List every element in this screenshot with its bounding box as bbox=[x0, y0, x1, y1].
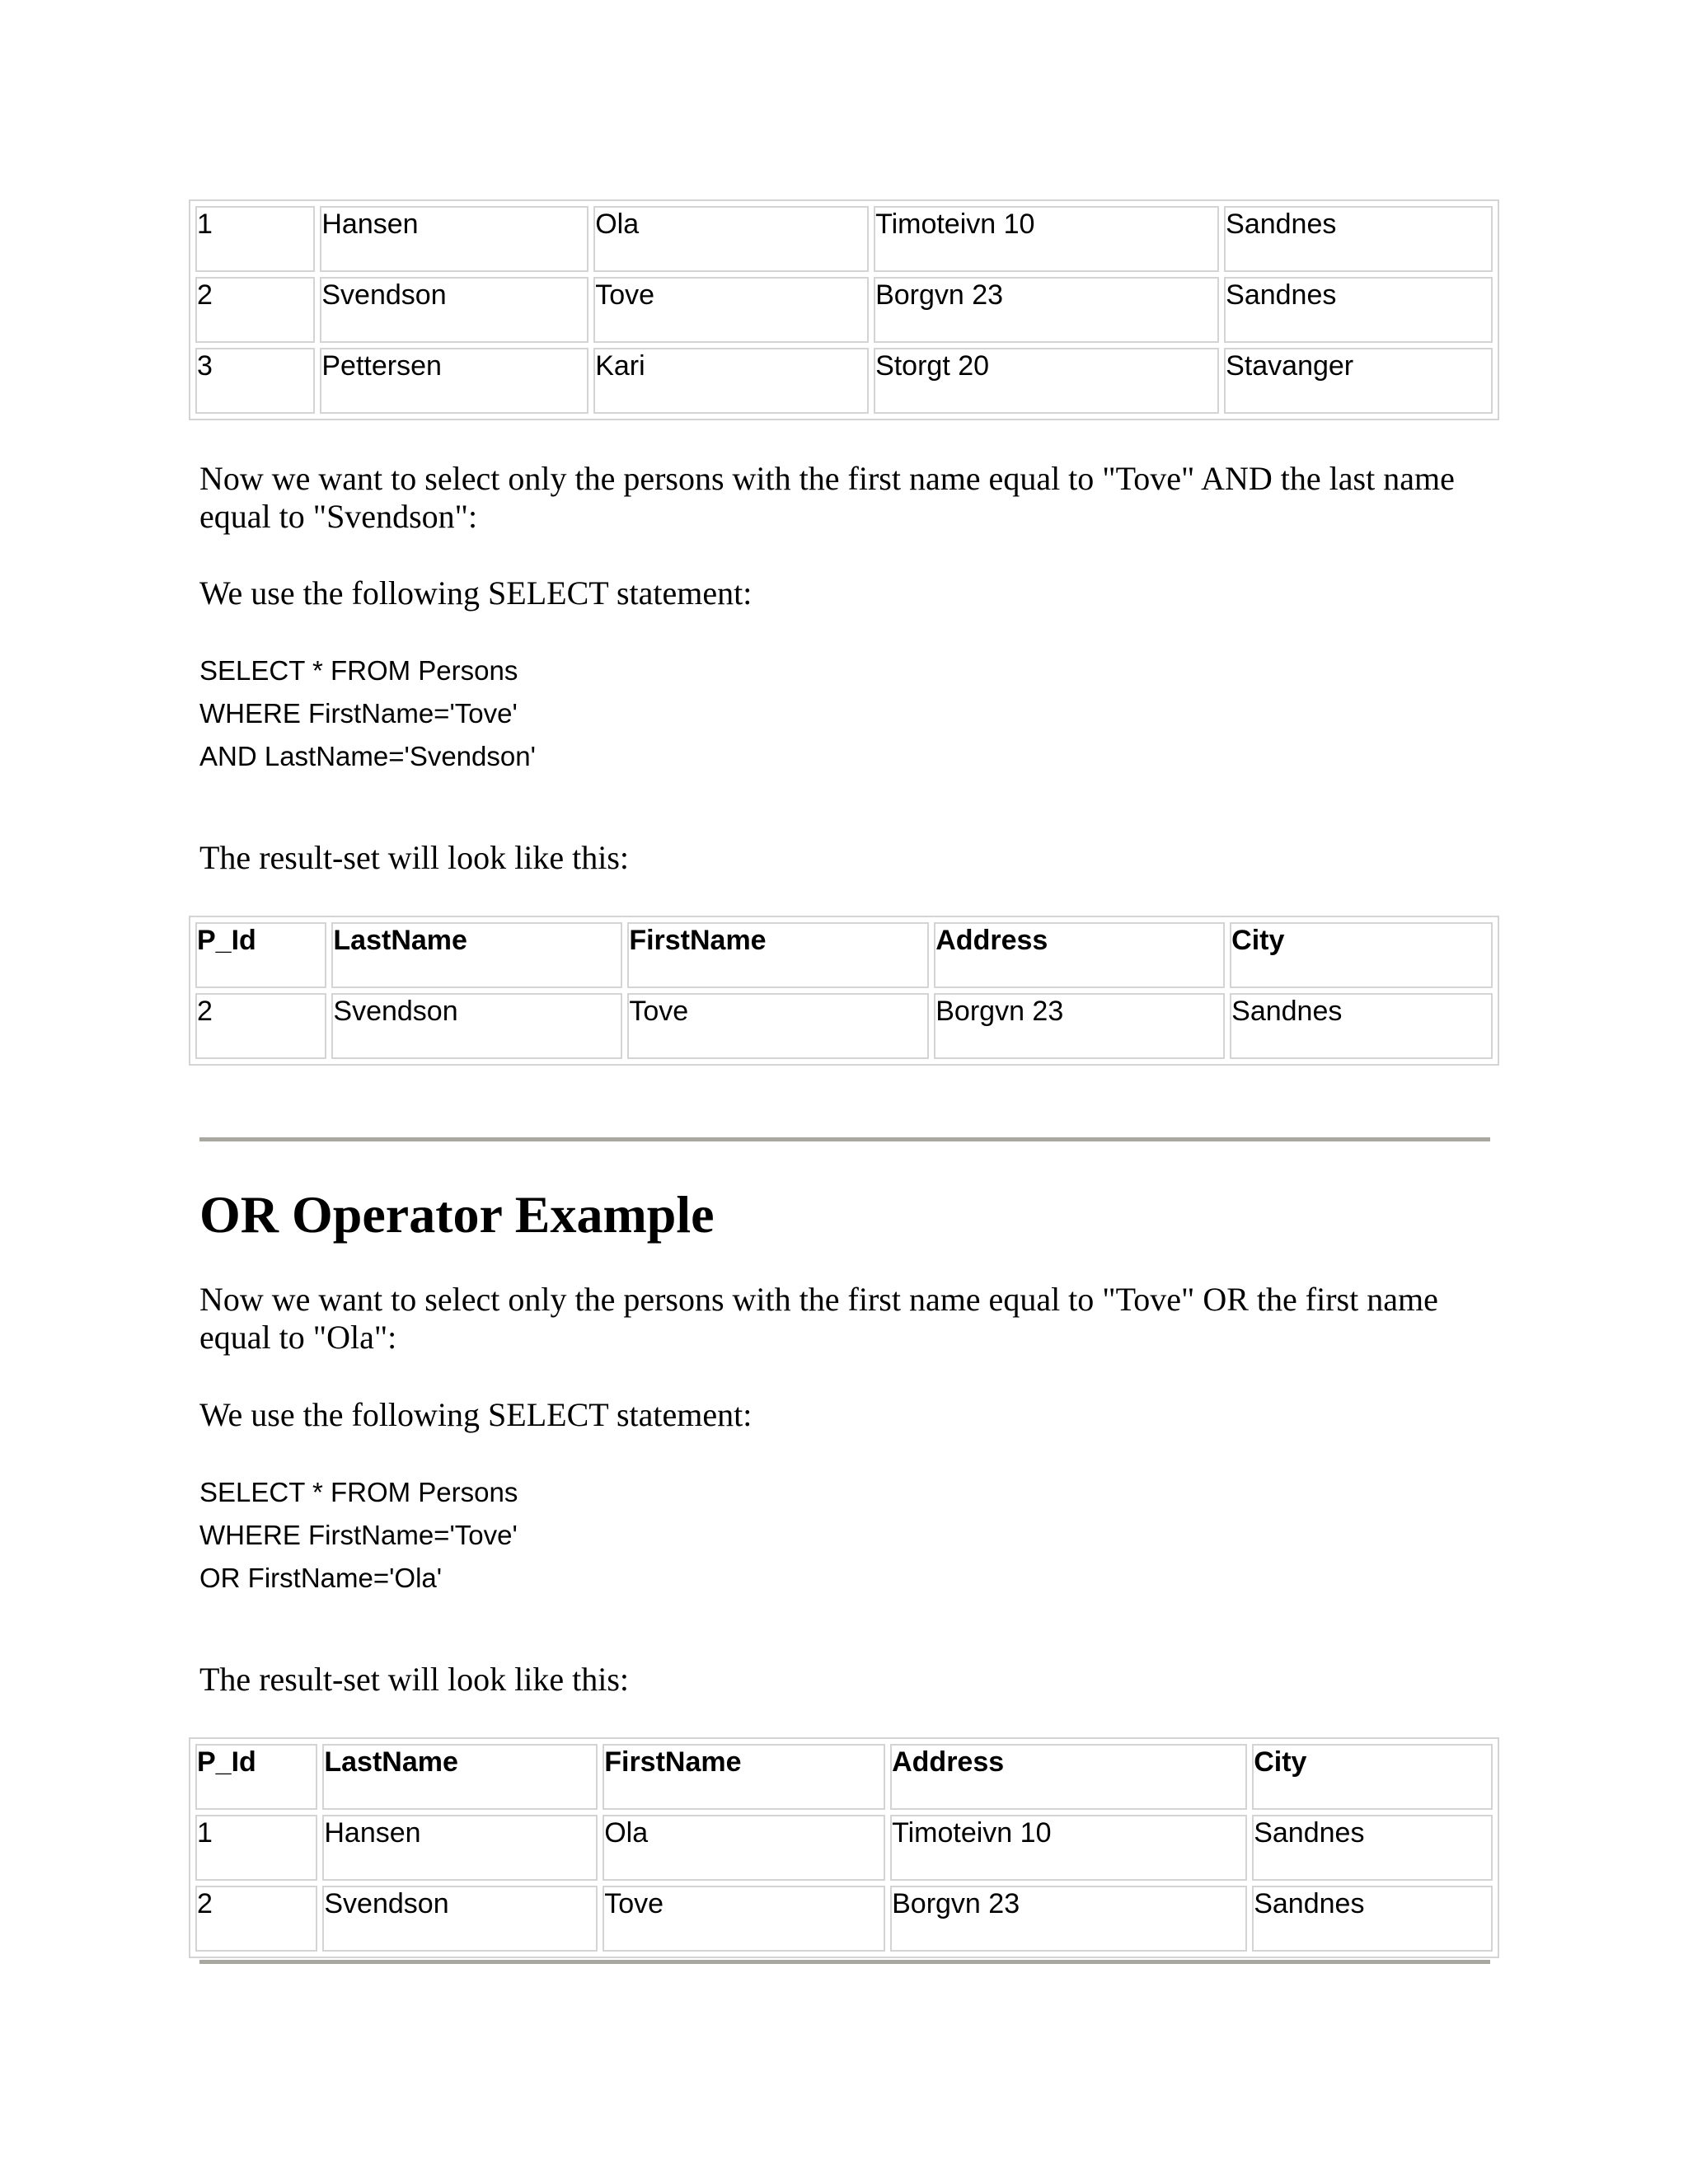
section-divider bbox=[199, 1960, 1490, 1964]
table-row bbox=[195, 348, 1493, 414]
and-result-table bbox=[189, 916, 1499, 1066]
or-intro-paragraph: Now we want to select only the persons with the first name equal to "Tove" OR the first name equal to "Ola": bbox=[199, 1281, 1438, 1356]
table-cell: Tove bbox=[627, 993, 929, 1059]
or-use-statement-text: We use the following SELECT statement: bbox=[199, 1396, 753, 1433]
section-divider bbox=[199, 1137, 1490, 1141]
table-cell: Svendson bbox=[322, 1886, 598, 1952]
table-header-row bbox=[195, 1744, 1493, 1810]
column-header: LastName bbox=[322, 1744, 598, 1810]
table-cell: Sandnes bbox=[1230, 993, 1493, 1059]
column-header: P_Id bbox=[195, 922, 326, 988]
table-cell: Timoteivn 10 bbox=[890, 1815, 1247, 1881]
or-sql-code-block bbox=[199, 1471, 518, 1600]
code-line: OR FirstName='Ola' bbox=[199, 1563, 443, 1593]
and-intro-paragraph: Now we want to select only the persons with the first name equal to "Tove" AND the last name equal to "Svendson": bbox=[199, 460, 1455, 535]
table-cell: Pettersen bbox=[320, 348, 588, 414]
persons-table bbox=[189, 199, 1499, 420]
table-cell: Svendson bbox=[331, 993, 622, 1059]
table-cell: Sandnes bbox=[1252, 1815, 1493, 1881]
table-cell: Hansen bbox=[320, 206, 588, 272]
table-row bbox=[195, 277, 1493, 343]
table-row bbox=[195, 993, 1493, 1059]
table-cell: Ola bbox=[603, 1815, 885, 1881]
or-result-table bbox=[189, 1737, 1499, 1958]
table-cell: Borgvn 23 bbox=[874, 277, 1219, 343]
or-result-intro-text: The result-set will look like this: bbox=[199, 1661, 630, 1698]
table-cell: Stavanger bbox=[1224, 348, 1493, 414]
table-cell: 1 bbox=[195, 1815, 317, 1881]
column-header: City bbox=[1252, 1744, 1493, 1810]
table-cell: Borgvn 23 bbox=[890, 1886, 1247, 1952]
table-cell: Tove bbox=[593, 277, 869, 343]
column-header: P_Id bbox=[195, 1744, 317, 1810]
table-cell: 1 bbox=[195, 206, 315, 272]
table-cell: Storgt 20 bbox=[874, 348, 1219, 414]
table-cell: 3 bbox=[195, 348, 315, 414]
table-cell: Hansen bbox=[322, 1815, 598, 1881]
code-line: SELECT * FROM Persons bbox=[199, 655, 518, 686]
table-cell: Kari bbox=[593, 348, 869, 414]
and-use-statement-text: We use the following SELECT statement: bbox=[199, 574, 753, 612]
column-header: Address bbox=[934, 922, 1225, 988]
column-header: LastName bbox=[331, 922, 622, 988]
and-sql-code-block bbox=[199, 649, 536, 778]
table-row bbox=[195, 206, 1493, 272]
table-cell: Sandnes bbox=[1224, 277, 1493, 343]
column-header: FirstName bbox=[627, 922, 929, 988]
table-cell: Ola bbox=[593, 206, 869, 272]
code-line: WHERE FirstName='Tove' bbox=[199, 1520, 518, 1550]
code-line: WHERE FirstName='Tove' bbox=[199, 698, 518, 729]
table-cell: Sandnes bbox=[1224, 206, 1493, 272]
table-cell: Svendson bbox=[320, 277, 588, 343]
table-cell: Timoteivn 10 bbox=[874, 206, 1219, 272]
code-line: SELECT * FROM Persons bbox=[199, 1477, 518, 1507]
table-cell: 2 bbox=[195, 277, 315, 343]
table-header-row bbox=[195, 922, 1493, 988]
table-row bbox=[195, 1886, 1493, 1952]
column-header: Address bbox=[890, 1744, 1247, 1810]
table-cell: Sandnes bbox=[1252, 1886, 1493, 1952]
column-header: FirstName bbox=[603, 1744, 885, 1810]
or-section-heading: OR Operator Example bbox=[199, 1185, 715, 1244]
table-cell: Tove bbox=[603, 1886, 885, 1952]
code-line: AND LastName='Svendson' bbox=[199, 741, 536, 771]
table-row bbox=[195, 1815, 1493, 1881]
table-cell: 2 bbox=[195, 1886, 317, 1952]
table-cell: Borgvn 23 bbox=[934, 993, 1225, 1059]
column-header: City bbox=[1230, 922, 1493, 988]
table-cell: 2 bbox=[195, 993, 326, 1059]
and-result-intro-text: The result-set will look like this: bbox=[199, 839, 630, 876]
